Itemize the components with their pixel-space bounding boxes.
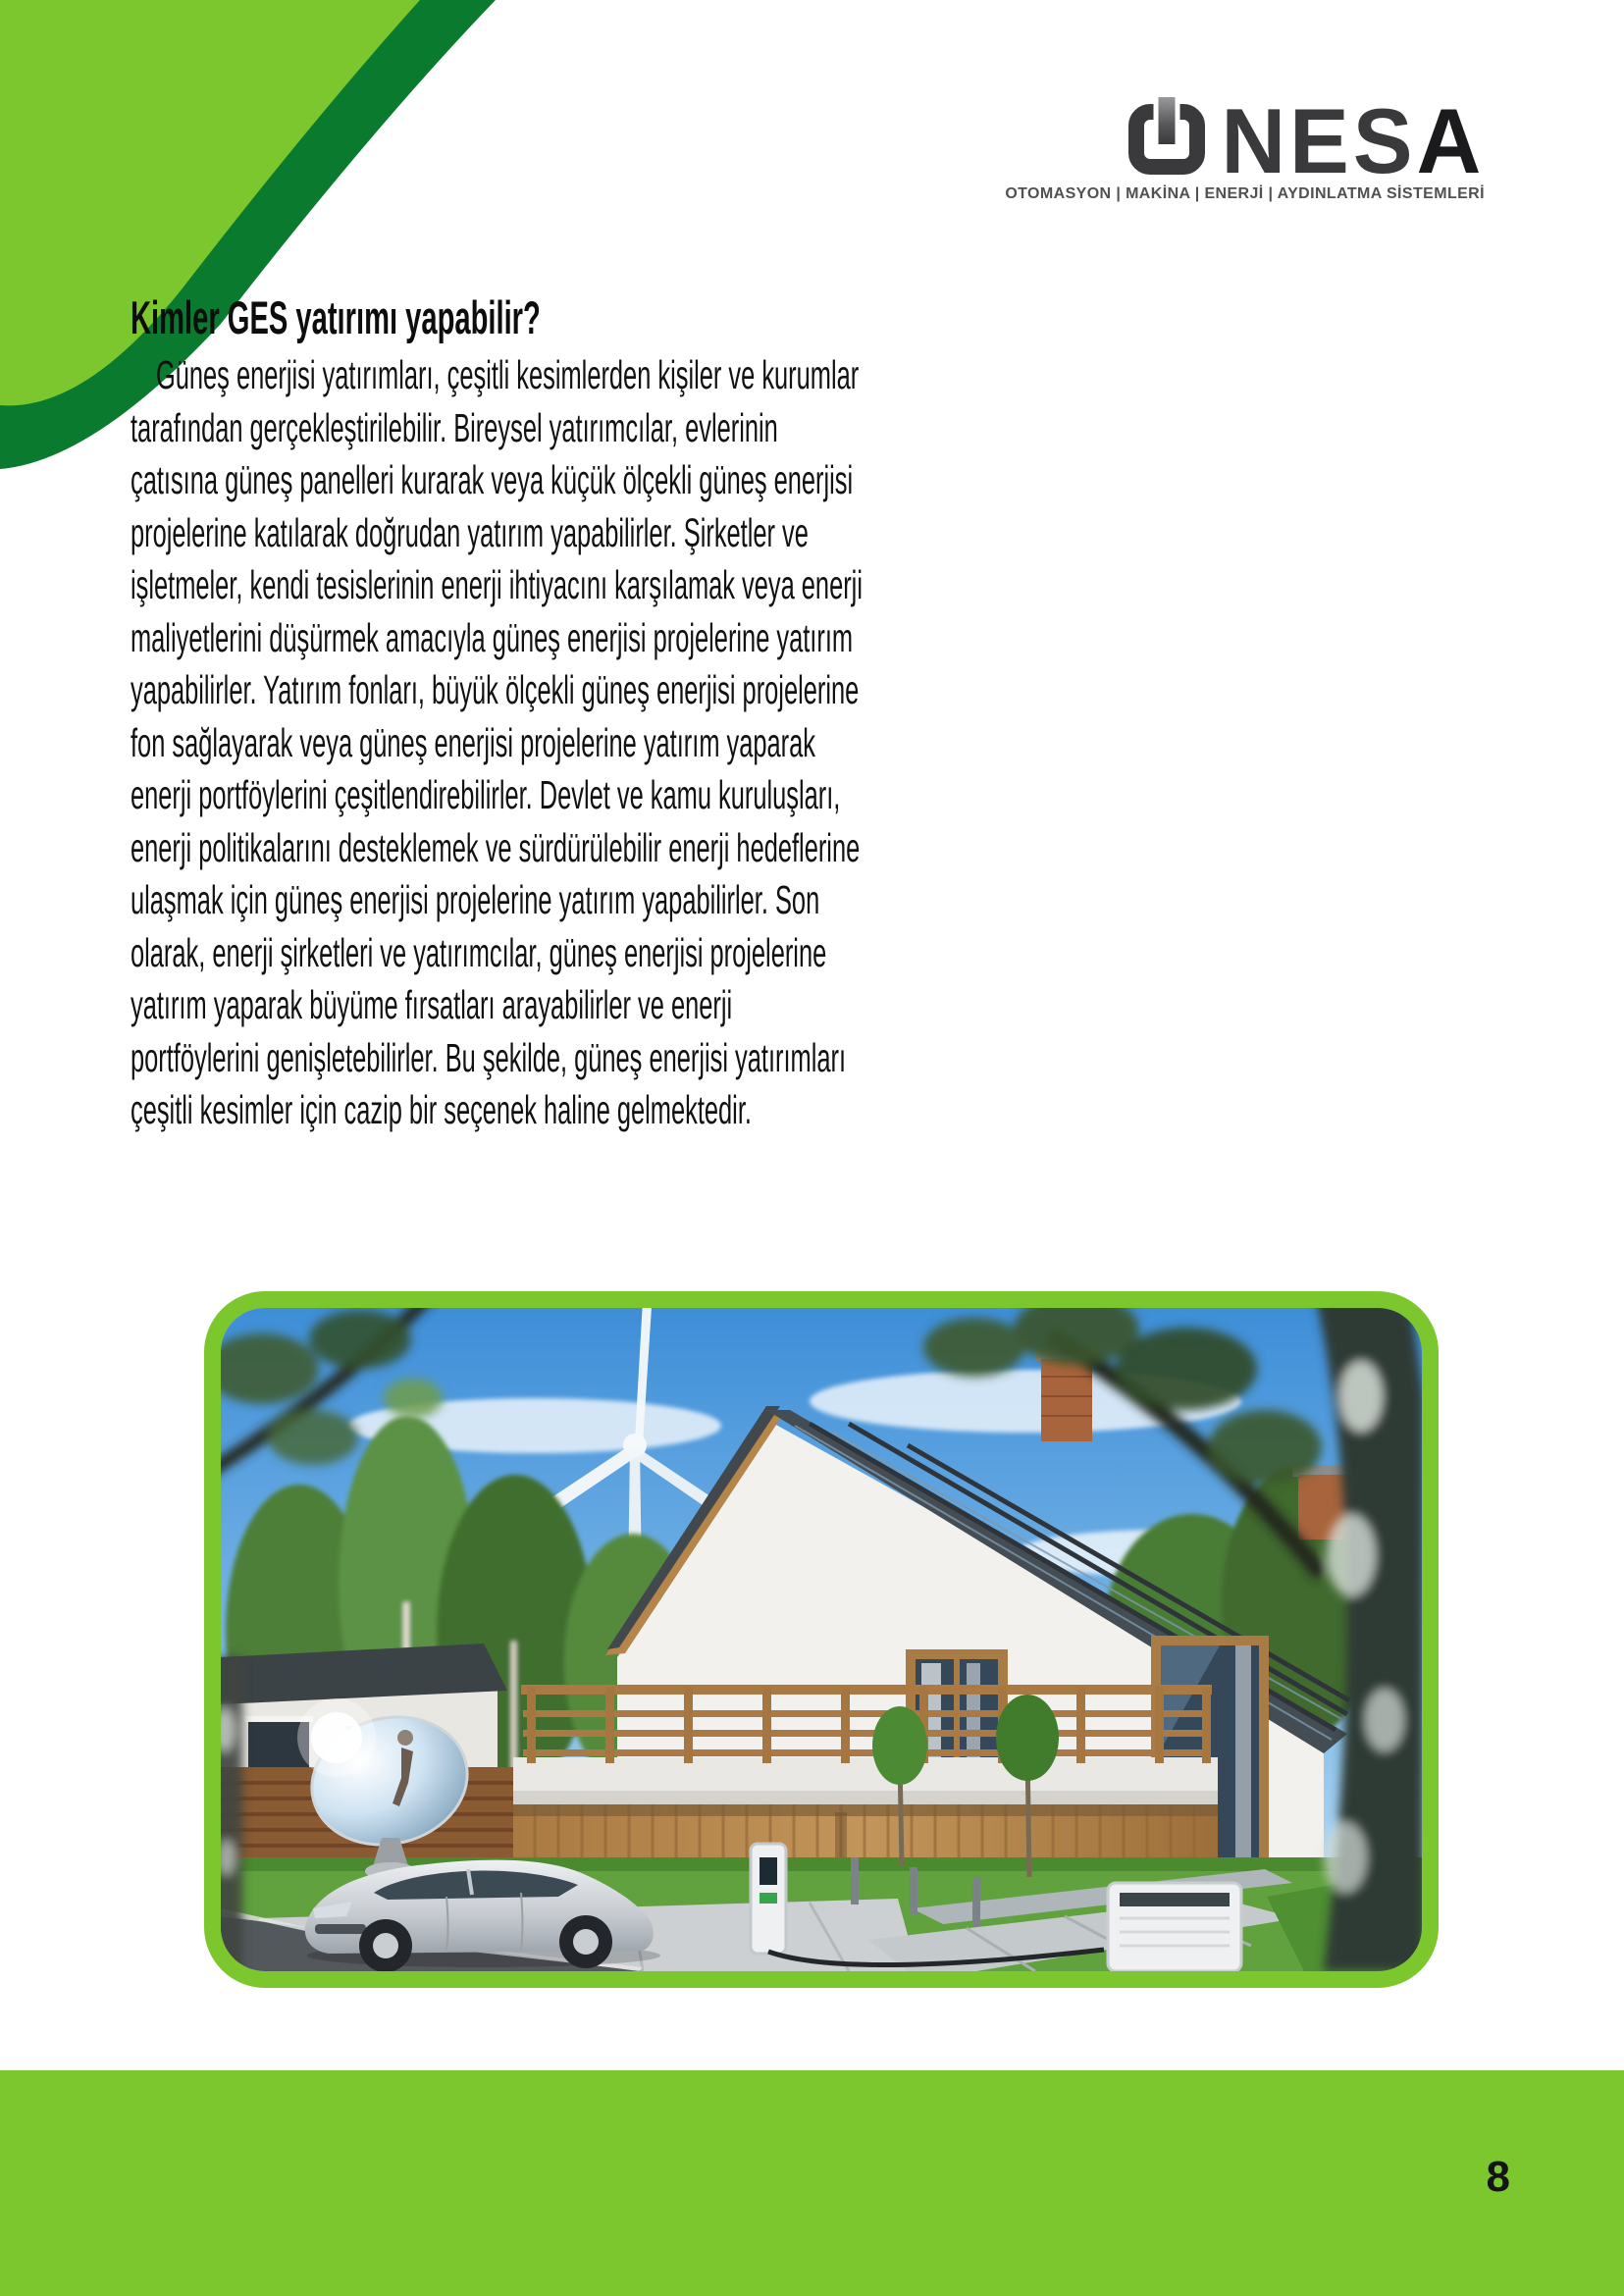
body-line: olarak, enerji şirketleri ve yatırımcılar, güneş enerjisi projelerine [131, 929, 827, 975]
article-heading [131, 290, 792, 344]
power-bar-icon [1153, 92, 1179, 144]
body-line: maliyetlerini düşürmek amacıyla güneş enerjisi projelerine yatırım [131, 614, 854, 660]
body-line: çeşitli kesimler için cazip bir seçenek haline gelmektedir. [131, 1087, 752, 1132]
body-line: yapabilirler. Yatırım fonları, büyük ölçekli güneş enerjisi projelerine [131, 667, 860, 712]
body-line: yatırım yaparak büyüme fırsatları arayabilirler ve enerji [131, 982, 733, 1027]
brand-tagline: OTOMASYON | MAKİNA | ENERJİ | AYDINLATMA SİSTEMLERİ [1005, 185, 1485, 202]
body-line: enerji politikalarını desteklemek ve sürdürülebilir enerji hedeflerine [131, 824, 861, 870]
article-heading-text: Kimler GES yatırımı yapabilir? [131, 291, 541, 343]
body-line: portföylerini genişletebilirler. Bu şekilde, güneş enerjisi yatırımları [131, 1034, 847, 1080]
article-body [131, 349, 1311, 1137]
logo-brand-row [1005, 88, 1485, 192]
house-photo-illustration [221, 1308, 1422, 1971]
brand-suffix: A [1416, 88, 1485, 192]
body-line: çatısına güneş panelleri kurarak veya küçük ölçekli güneş enerjisi [131, 457, 854, 502]
page-number: 8 [1486, 2153, 1510, 2201]
brand-prefix: NES [1221, 88, 1417, 192]
brand-name [1221, 88, 1485, 192]
house-photo [204, 1291, 1439, 1988]
body-line: tarafından gerçekleştirilebilir. Bireysel yatırımcılar, evlerinin [131, 404, 778, 450]
body-line: projelerine katılarak doğrudan yatırım yapabilirler. Şirketler ve [131, 509, 809, 555]
body-line: işletmeler, kendi tesislerinin enerji ihtiyacını karşılamak veya enerji [131, 562, 863, 607]
footer-bar [0, 2070, 1624, 2296]
power-button-icon [1128, 104, 1205, 175]
logo [1005, 88, 1485, 203]
heat-pump [1108, 1883, 1241, 1971]
body-line: fon sağlayarak veya güneş enerjisi projelerine yatırım yaparak [131, 719, 816, 765]
body-line: Güneş enerjisi yatırımları, çeşitli kesimlerden kişiler ve kurumlar [156, 352, 860, 397]
body-line: ulaşmak için güneş enerjisi projelerine yatırım yapabilirler. Son [131, 877, 820, 922]
body-line: enerji portföylerini çeşitlendirebilirler. Devlet ve kamu kuruluşları, [131, 772, 841, 817]
